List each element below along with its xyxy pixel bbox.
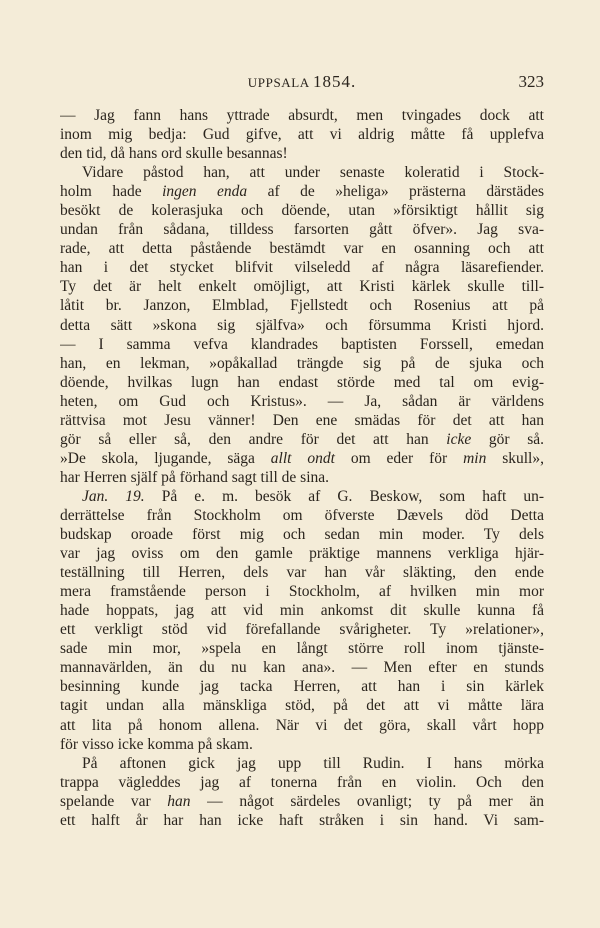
text-segment: — något särdeles ovanligt; ty på mer än (190, 792, 544, 810)
text-line (60, 658, 544, 677)
running-header (60, 72, 544, 94)
text-segment: om eder för (334, 449, 464, 467)
text-segment: — I samma vefva klandrades baptisten Forssell, emedan (60, 335, 544, 353)
text-line (60, 277, 544, 296)
text-line (60, 258, 544, 277)
text-segment: På e. m. besök af G. Beskow, som haft un- (144, 487, 544, 505)
text-line (60, 125, 544, 144)
text-segment: ett halft år har han icke haft stråken i sin hand. Vi sam- (60, 811, 544, 829)
text-segment: Vidare påstod han, att under senaste koleratid i Stock- (82, 164, 544, 182)
text-line (60, 487, 544, 506)
text-line (60, 430, 544, 449)
header-year: 1854. (312, 72, 357, 91)
text-line (60, 620, 544, 639)
header-place: UPPSALA (247, 75, 310, 90)
text-segment: rättvisa mot Jesu vänner! Den ene smädas för det att han (60, 411, 544, 429)
text-line (60, 163, 544, 182)
text-segment: för visso icke komma på skam. (60, 735, 253, 753)
text-segment: — Jag fann hans yttrade absurdt, men tvingades dock att (60, 107, 544, 124)
text-segment: Ty det är helt enkelt omöjligt, att Kristi kärlek skulle till- (60, 278, 544, 296)
text-segment: tagit undan alla mänskliga stöd, på det att vi måtte lära (60, 697, 544, 715)
text-segment: mera framstående person i Stockholm, af hvilken min mor (60, 583, 544, 601)
text-segment: holm hade (60, 183, 163, 201)
text-line (60, 639, 544, 658)
text-line (60, 201, 544, 220)
text-line (60, 811, 544, 830)
text-line (60, 792, 544, 811)
italic-text: min (463, 449, 487, 467)
text-segment: rade, att detta påstående bestämdt var en osanning och att (60, 240, 544, 258)
text-segment: ett verkligt stöd vid förefallande svårigheter. Ty »relationer», (60, 621, 544, 639)
text-line (60, 106, 544, 125)
text-line (60, 468, 544, 487)
text-segment: budskap oroade först mig och sedan min moder. Ty dels (60, 526, 544, 544)
text-segment: derrättelse från Stockholm om öfverste Dævels död Detta (60, 506, 544, 524)
text-segment: teställning till Herren, dels var han vår släkting, den ende (60, 564, 544, 582)
text-line (60, 182, 544, 201)
text-line (60, 354, 544, 373)
body-text (60, 106, 544, 830)
text-segment: att lita på honom allena. När vi det göra, skall vårt hopp (60, 716, 544, 734)
text-line (60, 506, 544, 525)
text-segment: har Herren själf på förhand sagt till de sina. (60, 468, 330, 486)
text-segment: mannavärlden, än du nu kan ana». — Men efter en stunds (60, 659, 544, 677)
text-line (60, 582, 544, 601)
italic-text: icke (446, 430, 472, 448)
text-segment: låtit br. Janzon, Elmblad, Fjellstedt och Rosenius att på (60, 297, 544, 315)
text-segment: af de »heliga» prästerna därstädes (247, 183, 544, 201)
text-line (60, 220, 544, 239)
text-segment: hade hoppats, jag att vid min ankomst dit skulle kunna få (60, 602, 544, 620)
text-line (60, 754, 544, 773)
text-line (60, 716, 544, 735)
text-line (60, 296, 544, 315)
text-line (60, 316, 544, 335)
text-line (60, 773, 544, 792)
text-segment: han, en lekman, »opåkallad trängde sig på de sjuka och (60, 354, 544, 372)
page-number: 323 (518, 72, 544, 91)
text-line (60, 696, 544, 715)
text-segment: detta sätt »skona sig själfva» och försumma Kristi hjord. (60, 316, 544, 334)
text-segment: gör så. (471, 430, 544, 448)
text-segment: heten, om Gud och Kristus». — Ja, sådan är världens (60, 392, 544, 410)
text-line (60, 411, 544, 430)
text-segment: besökt de kolerasjuka och döende, utan »försiktigt hållit sig (60, 202, 544, 220)
text-segment: skull», (486, 449, 544, 467)
text-segment: han i det stycket blifvit vilseledd af några läsarefiender. (60, 259, 544, 277)
text-segment: trappa vägleddes jag af tonerna från en violin. Och den (60, 773, 544, 791)
text-segment: sade min mor, »spela en långt större roll inom tjänste- (60, 640, 544, 658)
text-line (60, 677, 544, 696)
text-segment: undan från sådana, tilldess farsorten gått öfver». Jag sva- (60, 221, 544, 239)
text-segment: inom mig bedja: Gud gifve, att vi aldrig måtte få upplefva (60, 126, 544, 144)
italic-text: han (167, 792, 191, 810)
text-line (60, 601, 544, 620)
italic-text: Jan. 19. (82, 487, 145, 505)
text-segment: var jag oviss om den gamle präktige mannens verkliga hjär- (60, 545, 544, 563)
text-line (60, 525, 544, 544)
text-line (60, 449, 544, 468)
text-line (60, 335, 544, 354)
italic-text: allt ondt (270, 449, 335, 467)
text-segment: spelande var (60, 792, 168, 810)
text-line (60, 239, 544, 258)
italic-text: ingen enda (162, 183, 248, 201)
text-segment: På aftonen gick jag upp till Rudin. I hans mörka (82, 754, 544, 772)
text-line (60, 544, 544, 563)
text-segment: gör så eller så, den andre för det att han (60, 430, 447, 448)
text-segment: den tid, då hans ord skulle besannas! (60, 145, 288, 163)
text-line (60, 563, 544, 582)
text-line (60, 144, 544, 163)
text-segment: besinning kunde jag tacka Herren, att han i sin kärlek (60, 678, 544, 696)
text-line (60, 735, 544, 754)
text-segment: »De skola, ljugande, säga (60, 449, 271, 467)
header-title (60, 72, 544, 92)
text-line (60, 373, 544, 392)
text-line (60, 392, 544, 411)
text-segment: döende, hvilkas lugn han endast störde med tal om evig- (60, 373, 544, 391)
